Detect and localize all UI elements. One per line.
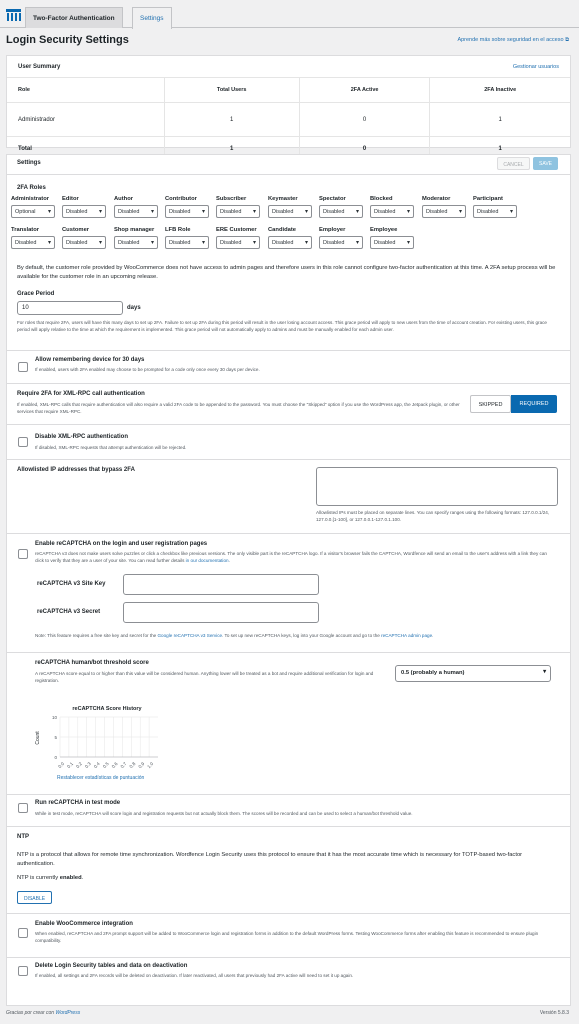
cell: 0 [299, 103, 430, 137]
role-label: Editor [62, 196, 79, 202]
cell: Total [7, 137, 164, 162]
role-select[interactable]: Disabled ▾ [370, 236, 414, 249]
woo-checkbox[interactable] [18, 928, 28, 938]
y-tick-label: 10 [51, 715, 57, 720]
role-label: Employee [370, 227, 398, 233]
chart-title: reCAPTCHA Score History [72, 706, 142, 712]
site-key-label: reCAPTCHA v3 Site Key [37, 581, 106, 587]
role-keymaster [268, 196, 316, 218]
xmlrpc-2fa-title: Require 2FA for XML-RPC call authentication [17, 391, 145, 397]
role-select[interactable]: Disabled ▾ [216, 205, 260, 218]
x-tick-label: 0.1 [66, 761, 75, 770]
test-mode-help: While in test mode, reCAPTCHA will score login and registration requests but not actually block them. The scores will be recorded and can be used to select a human/bot threshold value. [35, 811, 413, 816]
grace-period-input[interactable]: 10 [17, 301, 123, 315]
col-role: Role [7, 78, 164, 103]
site-key-input[interactable] [123, 574, 319, 595]
role-subscriber [216, 196, 264, 218]
x-tick-label: 0.7 [119, 761, 128, 770]
secret-label: reCAPTCHA v3 Secret [37, 609, 101, 615]
grace-period-label: Grace Period [17, 291, 55, 297]
role-editor [62, 196, 110, 218]
y-tick-label: 5 [54, 735, 57, 740]
role-translator [11, 227, 59, 249]
role-label: Blocked [370, 196, 393, 202]
x-tick-label: 0.9 [137, 761, 146, 770]
chart-plot [52, 715, 158, 769]
role-spectator [319, 196, 367, 218]
disable-xmlrpc-help: If disabled, XML-RPC requests that attempt authentication will be rejected. [35, 445, 187, 450]
recaptcha-help: reCAPTCHA v3 does not make users solve puzzles or click a checkbox like previous versions. The only visible part is the reCAPTCHA logo. If a visitor's browser fails the CAPTCHA, Wordfence will send an email to the user's address with a link they can click to verify that they are a user of your site. You can read further details in our documentation. [35, 551, 547, 563]
skipped-option[interactable]: SKIPPED [470, 395, 511, 413]
delete-data-title: Delete Login Security tables and data on deactivation [35, 963, 188, 969]
ntp-status: NTP is currently enabled. [17, 875, 84, 881]
role-label: ERE Customer [216, 227, 257, 233]
cell: Administrador [7, 103, 164, 137]
recaptcha-admin-link[interactable]: reCAPTCHA admin page [381, 633, 433, 638]
roles-heading: 2FA Roles [17, 185, 46, 191]
role-label: Subscriber [216, 196, 247, 202]
cell: 0 [299, 137, 430, 162]
x-tick-label: 0.6 [110, 761, 119, 770]
role-select[interactable]: Disabled ▾ [114, 205, 158, 218]
tab-settings[interactable]: Settings [132, 7, 172, 29]
col-2fa-inactive: 2FA Inactive [430, 78, 570, 103]
test-mode-title: Run reCAPTCHA in test mode [35, 800, 121, 806]
chart-ylabel: Count [35, 731, 41, 745]
role-label: Keymaster [268, 196, 298, 202]
test-mode-checkbox[interactable] [18, 803, 28, 813]
role-select[interactable]: Disabled ▾ [62, 205, 106, 218]
role-author [114, 196, 162, 218]
user-summary-table [7, 77, 570, 162]
threshold-help: A reCAPTCHA score equal to or higher than this value will be considered human. Anything lower will be treated as a bot and require additional verification for login and registration. [35, 671, 374, 683]
x-tick-label: 0.0 [57, 761, 66, 770]
woo-help: When enabled, reCAPTCHA and 2FA prompt support will be added to WooCommerce login and registration forms in addition to the default WordPress forms. Testing WooCommerce forms after enabling this feature is recommended to ensure plugin compatibility. [35, 931, 539, 943]
x-tick-label: 0.5 [101, 761, 110, 770]
role-label: Author [114, 196, 133, 202]
role-label: Spectator [319, 196, 346, 202]
cell: 1 [164, 137, 299, 162]
disable-xmlrpc-title: Disable XML-RPC authentication [35, 434, 129, 440]
customer-note: By default, the customer role provided by WooCommerce does not have access to admin pages and therefore users in this role cannot configure two-factor authentication at this time. A 2FA setup process will be available for the customer role in an upcoming release. [17, 265, 556, 280]
role-label: Translator [11, 227, 40, 233]
delete-data-help: If enabled, all settings and 2FA records will be deleted on deactivation. If later reactivated, all users that previously had 2FA active will need to set it up again. [35, 973, 354, 978]
woo-title: Enable WooCommerce integration [35, 921, 133, 927]
ntp-title: NTP [17, 834, 29, 840]
x-tick-label: 0.4 [92, 761, 101, 770]
role-candidate [268, 227, 316, 249]
allowlist-help: Allowlisted IPs must be placed on separate lines. You can specify ranges using the following formats: 127.0.0.1/24, 127.0.0.[1-100], or 127.0.0.1-127.0.1.100. [316, 510, 550, 522]
footer-version: Versión 5.8.3 [539, 1010, 569, 1016]
role-participant [473, 196, 521, 218]
role-customer [62, 227, 110, 249]
role-employer [319, 227, 367, 249]
role-lfb-role [165, 227, 213, 249]
x-tick-label: 0.8 [128, 761, 137, 770]
save-button[interactable]: SAVE [533, 157, 558, 170]
role-select[interactable]: Disabled ▾ [319, 205, 363, 218]
disable-xmlrpc-checkbox[interactable] [18, 437, 28, 447]
user-summary-panel [6, 55, 571, 153]
role-label: Shop manager [114, 227, 155, 233]
ntp-desc: NTP is a protocol that allows for remote time synchronization. Wordfence Login Security uses this protocol to ensure that it has the most accurate time which is necessary for TOTP-based two-factor authentication. [17, 852, 523, 867]
recaptcha-note: Note: This feature requires a free site key and secret for the Google reCAPTCHA v3 Service. To set up new reCAPTCHA keys, log into your Google account and go to the reCAPTCHA admin page. [35, 633, 434, 638]
role-label: LFB Role [165, 227, 191, 233]
chevron-down-icon: ▾ [543, 669, 546, 675]
threshold-title: reCAPTCHA human/bot threshold score [35, 660, 149, 666]
role-select[interactable]: Disabled ▾ [165, 236, 209, 249]
remember-device-checkbox[interactable] [18, 362, 28, 372]
delete-data-checkbox[interactable] [18, 966, 28, 976]
documentation-link[interactable]: in our documentation [185, 557, 229, 563]
role-contributor [165, 196, 213, 218]
y-tick-label: 0 [54, 755, 57, 760]
wordpress-link[interactable]: WordPress [55, 1010, 81, 1016]
role-label: Contributor [165, 196, 197, 202]
tab-bar [0, 0, 579, 28]
role-moderator [422, 196, 470, 218]
x-tick-label: 0.3 [83, 761, 92, 770]
external-link-icon: ⧉ [565, 37, 569, 43]
grace-period-help: For roles that require 2FA, users will have this many days to set up 2FA. Failure to set up 2FA during this period will result in the user losing account access. This grace period will apply to new users from the time of account creation. For existing users, this grace period will apply relative to the time at which the requirement is implemented. This grace period will not automatically apply to admins and must be manually enabled for each admin user. [17, 320, 547, 332]
remember-device-help: If enabled, users with 2FA enabled may choose to be prompted for a code only once every 30 days per device. [35, 367, 260, 372]
manage-users-link[interactable]: Gestionar usuarios [512, 64, 559, 70]
cell: 1 [430, 103, 570, 137]
role-select[interactable]: Disabled ▾ [216, 236, 260, 249]
footer-thanks: Gracias por crear con WordPress [6, 1010, 81, 1016]
col-total-users: Total Users [164, 78, 299, 103]
role-shop-manager [114, 227, 162, 249]
required-option[interactable]: REQUIRED [511, 395, 557, 413]
table-header [7, 78, 570, 103]
role-ere-customer [216, 227, 264, 249]
role-select[interactable]: Disabled ▾ [114, 236, 158, 249]
role-select[interactable]: Disabled ▾ [268, 236, 312, 249]
cell: 1 [164, 103, 299, 137]
cell: 1 [430, 137, 570, 162]
table-row [7, 103, 570, 137]
role-select[interactable]: Optional ▾ [11, 205, 55, 218]
recaptcha-title: Enable reCAPTCHA on the login and user registration pages [35, 541, 208, 547]
recaptcha-service-link[interactable]: Google reCAPTCHA v3 Service [157, 633, 223, 638]
role-select[interactable]: Disabled ▾ [11, 236, 55, 249]
allowlist-textarea[interactable] [316, 467, 558, 506]
role-employee [370, 227, 418, 249]
page-title: Login Security Settings [6, 34, 129, 46]
remember-device-title: Allow remembering device for 30 days [35, 357, 145, 363]
role-select[interactable]: Disabled ▾ [62, 236, 106, 249]
role-label: Candidate [268, 227, 297, 233]
tab-two-factor[interactable]: Two-Factor Authentication [25, 7, 123, 28]
col-2fa-active: 2FA Active [299, 78, 430, 103]
secret-input[interactable] [123, 602, 319, 623]
x-tick-label: 1.0 [146, 761, 155, 770]
reset-stats-link[interactable]: Restablecer estadísticas de puntuación [57, 775, 145, 781]
role-blocked [370, 196, 418, 218]
score-history-chart [30, 700, 170, 780]
user-summary-heading: User Summary Gestionar usuarios [18, 64, 559, 70]
role-label: Administrator [11, 196, 50, 202]
role-select[interactable]: Disabled ▾ [370, 205, 414, 218]
role-select[interactable]: Disabled ▾ [422, 205, 466, 218]
allowlist-title: Allowlisted IP addresses that bypass 2FA [17, 467, 135, 473]
role-select[interactable]: Disabled ▾ [268, 205, 312, 218]
learn-more-link[interactable]: Aprende más sobre seguridad en el acceso ⧉ [457, 37, 569, 43]
role-label: Moderator [422, 196, 451, 202]
wordfence-logo-icon [6, 9, 21, 21]
recaptcha-checkbox[interactable] [18, 549, 28, 559]
role-select[interactable]: Disabled ▾ [319, 236, 363, 249]
role-label: Customer [62, 227, 90, 233]
role-administrator [11, 196, 59, 218]
x-tick-label: 0.2 [75, 761, 83, 770]
grace-period-unit: days [127, 305, 141, 311]
role-label: Participant [473, 196, 503, 202]
xmlrpc-2fa-help: If enabled, XML-RPC calls that require authentication will also require a valid 2FA code to be appended to the password. You must choose the "Skipped" option if you use the WordPress app, the Jetpack plugin, or other services that require XML-RPC. [17, 402, 460, 414]
role-label: Employer [319, 227, 346, 233]
settings-heading: Settings [17, 160, 41, 166]
threshold-select[interactable]: 0.5 (probably a human) ▾ [395, 665, 551, 682]
role-select[interactable]: Disabled ▾ [165, 205, 209, 218]
cancel-button[interactable]: CANCEL [497, 157, 530, 170]
role-select[interactable]: Disabled ▾ [473, 205, 517, 218]
ntp-disable-button[interactable]: DISABLE [17, 891, 52, 904]
